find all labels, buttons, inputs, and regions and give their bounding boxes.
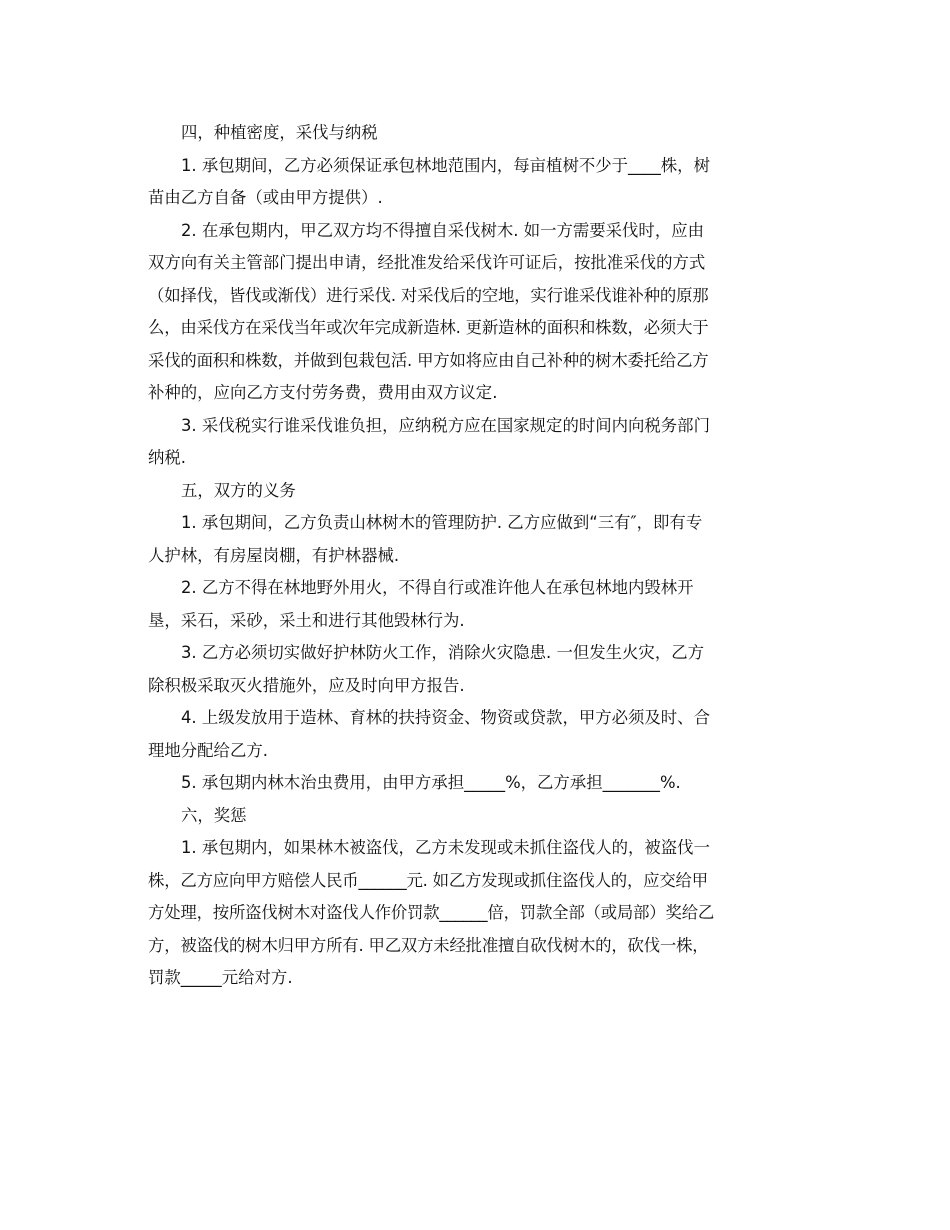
paragraph-4-2-line-3: （如择伐，皆伐或渐伐）进行采伐. 对采伐后的空地，实行谁采伐谁补种的原那 (148, 285, 709, 305)
paragraph-6-1-line-3: 方处理，按所盗伐树木对盗伐人作价罚款______倍，罚款全部（或局部）奖给乙 (148, 903, 715, 922)
paragraph-4-2-line-6: 补种的，应向乙方支付劳务费，费用由双方议定. (148, 383, 498, 402)
paragraph-4-2-line-1: 2. 在承包期内，甲乙双方均不得擅自采伐树木. 如一方需要采伐时，应由 (181, 220, 704, 240)
paragraph-4-1-line-2: 苗由乙方自备（或由甲方提供）. (148, 188, 383, 207)
document-body (148, 117, 798, 995)
paragraph-4-2-line-2: 双方向有关主管部门提出申请，经批准发给采伐许可证后，按批准采伐的方式 (148, 253, 706, 272)
paragraph-5-4-line-2: 理地分配给乙方. (148, 740, 268, 760)
paragraph-5-4-line-1: 4. 上级发放用于造林、育林的扶持资金、物资或贷款，甲方必须及时、合 (181, 708, 710, 727)
paragraph-6-1-line-2: 株，乙方应向甲方赔偿人民币______元. 如乙方发现或抓住盗伐人的，应交给甲 (148, 870, 708, 890)
paragraph-5-1-line-1: 1. 承包期间，乙方负责山林树木的管理防护. 乙方应做到“三有″，即有专 (181, 513, 703, 532)
section-heading-5: 五，双方的义务 (181, 480, 296, 500)
paragraph-5-2-line-1: 2. 乙方不得在林地野外用火，不得自行或准许他人在承包林地内毁林开 (181, 578, 694, 597)
section-heading-4: 四，种植密度，采伐与纳税 (181, 123, 378, 142)
section-heading-6: 六，奖惩 (181, 805, 247, 825)
paragraph-5-3-line-1: 3. 乙方必须切实做好护林防火工作，消除火灾隐患. 一但发生火灾，乙方 (181, 643, 704, 662)
paragraph-4-3-line-2: 纳税. (148, 448, 186, 467)
paragraph-4-3-line-1: 3. 采伐税实行谁采伐谁负担，应纳税方应在国家规定的时间内向税务部门 (181, 415, 710, 435)
paragraph-6-1-line-4: 方，被盗伐的树木归甲方所有. 甲乙双方未经批准擅自砍伐树木的，砍伐一株， (148, 935, 709, 955)
paragraph-5-2-line-2: 垦，采石，采砂，采土和进行其他毁林行为. (148, 610, 465, 630)
paragraph-6-1-line-5: 罚款_____元给对方. (148, 968, 293, 987)
paragraph-4-2-line-4: 么，由采伐方在采伐当年或次年完成新造林. 更新造林的面积和株数，必须大于 (148, 318, 709, 337)
paragraph-5-3-line-2: 除积极采取灭火措施外，应及时向甲方报告. (148, 675, 465, 695)
paragraph-6-1-line-1: 1. 承包期内，如果林木被盗伐，乙方未发现或未抓住盗伐人的，被盗伐一 (181, 838, 710, 857)
paragraph-4-2-line-5: 采伐的面积和株数，并做到包栽包活. 甲方如将应由自己补种的树木委托给乙方 (148, 350, 709, 370)
paragraph-5-5-line-1: 5. 承包期内林木治虫费用，由甲方承担_____%，乙方承担_______%. (181, 773, 681, 792)
paragraph-5-1-line-2: 人护林，有房屋岗棚，有护林器械. (148, 545, 400, 565)
paragraph-4-1-line-1: 1. 承包期间，乙方必须保证承包林地范围内，每亩植树不少于____株，树 (181, 155, 710, 175)
